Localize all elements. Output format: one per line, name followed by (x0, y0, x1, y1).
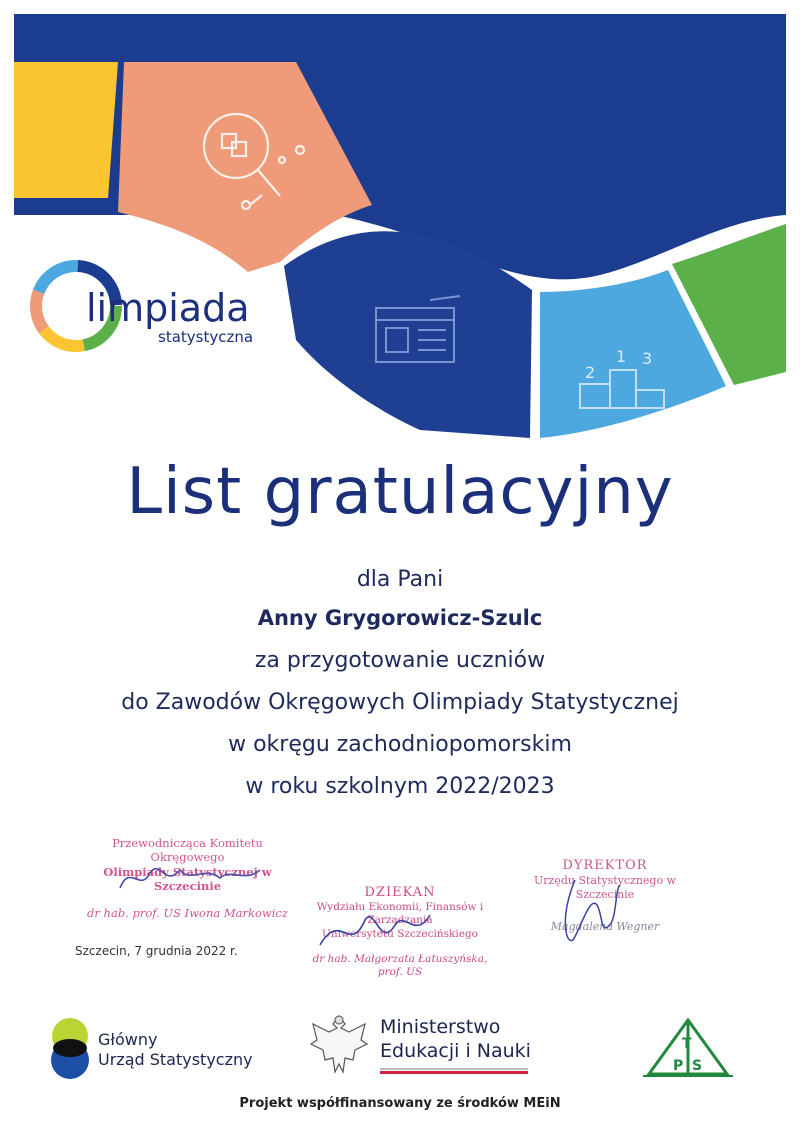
gus-line1: Główny (98, 1030, 158, 1049)
stamp1-line3: dr hab. prof. US Iwona Markowicz (87, 905, 288, 920)
place-and-date: Szczecin, 7 grudnia 2022 r. (75, 944, 238, 958)
reason-line-3: w okręgu zachodniopomorskim (228, 732, 572, 757)
hero-banner (0, 0, 800, 450)
stamp1-line2: Olimpiady Statystycznej w Szczecinie (103, 864, 272, 894)
podium-number-2: 2 (585, 363, 596, 382)
signature-3 (555, 875, 625, 950)
reason-line-1: za przygotowanie uczniów (254, 648, 546, 673)
stamp3-line3: Magdalena Wegner (550, 919, 660, 933)
stamp2-line4: dr hab. Małgorzata Łatuszyńska, prof. US (312, 952, 488, 978)
gus-name (98, 1030, 253, 1070)
podium-number-1: 1 (616, 347, 627, 366)
yellow-segment (14, 62, 118, 198)
stamp1-line1: Przewodnicząca Komitetu Okręgowego (112, 836, 263, 865)
signature-1 (110, 858, 270, 898)
tps-logo-icon (643, 1018, 733, 1080)
stamp3-line1: DYREKTOR (562, 858, 648, 873)
tps-letter-s: S (692, 1058, 703, 1074)
men-line1: Ministerstwo (380, 1016, 501, 1038)
tps-letter-t: T (682, 1036, 692, 1052)
polish-eagle-icon (305, 1010, 373, 1078)
certificate-title: List gratulacyjny (126, 455, 674, 529)
stamp2-line1: DZIEKAN (364, 885, 436, 900)
logo-word: limpiada (86, 286, 250, 330)
gus-logo-icon (44, 1016, 96, 1080)
reason-line-2: do Zawodów Okręgowych Olimpiady Statystycznej (121, 690, 679, 715)
funding-note: Projekt współfinansowany ze środków MEiN (239, 1096, 561, 1111)
gus-line2: Urząd Statystyczny (98, 1050, 253, 1069)
logo-subtitle: statystyczna (158, 328, 254, 346)
stamp3-line2: Urzędu Statystycznego w Szczecinie (533, 874, 676, 901)
recipient-name: Anny Grygorowicz-Szulc (257, 606, 543, 630)
men-line2: Edukacji i Nauki (380, 1039, 531, 1062)
ministry-name (380, 1016, 531, 1064)
reason-line-4: w roku szkolnym 2022/2023 (245, 774, 555, 799)
tps-letter-p: P (673, 1058, 684, 1074)
ministry-flag-bar (380, 1068, 528, 1074)
stamp2-line2: Wydziału Ekonomii, Finansów i Zarządzania (316, 901, 484, 927)
podium-number-3: 3 (642, 349, 653, 368)
signature-2 (310, 900, 440, 960)
salutation: dla Pani (356, 567, 444, 592)
stamp2-line3: Uniwersytetu Szczecińskiego (322, 927, 478, 940)
